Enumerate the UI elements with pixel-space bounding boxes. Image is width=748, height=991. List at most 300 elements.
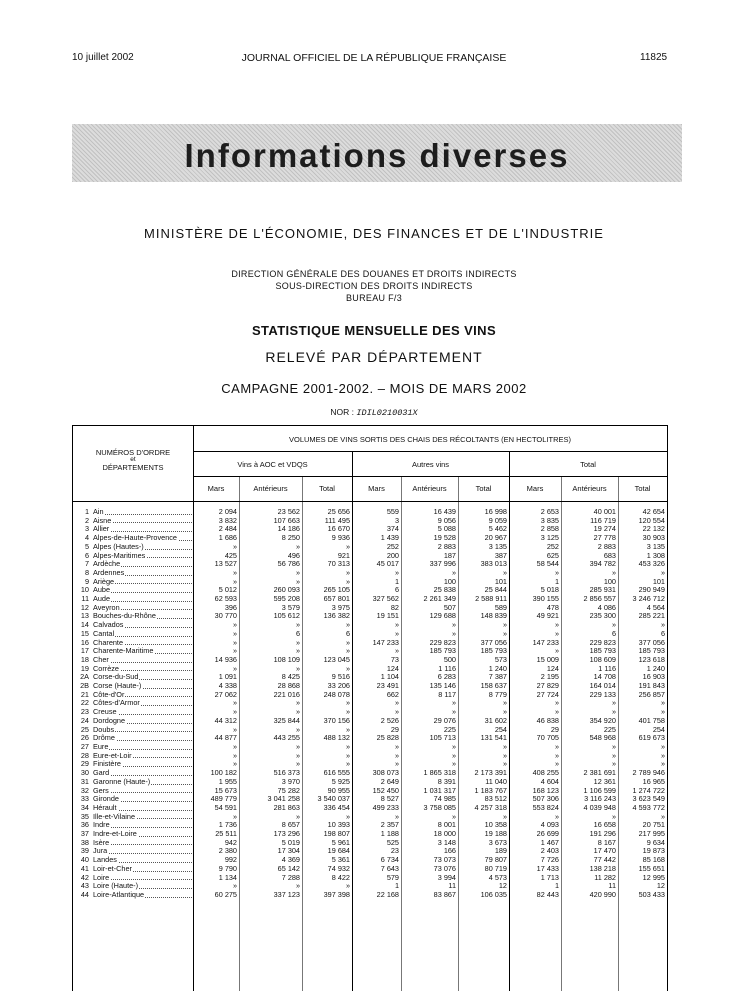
volume-cell: 6 <box>295 629 300 638</box>
volume-cell: 290 949 <box>638 586 665 595</box>
volume-cell: 123 045 <box>323 655 350 664</box>
volume-cell: 252 <box>546 542 559 551</box>
volume-cell: 4 086 <box>597 603 616 612</box>
department-number: 41 <box>80 864 89 873</box>
volume-cell: 3 246 712 <box>632 595 665 604</box>
volume-cell: 17 304 <box>277 847 300 856</box>
table-row <box>73 586 668 595</box>
volume-cell: 1 240 <box>488 664 507 673</box>
department-name: Aveyron <box>93 603 120 612</box>
department-name: Isère <box>93 838 110 847</box>
volume-cell: 265 105 <box>323 586 350 595</box>
volume-cell: 5 018 <box>540 586 559 595</box>
volume-cell: » <box>295 638 300 647</box>
volume-cell: » <box>232 699 237 708</box>
volume-cell: 370 156 <box>323 716 350 725</box>
volume-cell: 221 016 <box>273 690 300 699</box>
volume-cell: 496 <box>287 551 300 560</box>
table-row <box>73 813 668 822</box>
department-name: Drôme <box>93 734 115 743</box>
volume-cell: 20 751 <box>642 821 665 830</box>
volume-cell: 8 167 <box>597 838 616 847</box>
volume-cell: 579 <box>386 873 399 882</box>
volume-cell: » <box>660 568 665 577</box>
document-subtitle: RELEVÉ PAR DÉPARTEMENT <box>265 349 483 365</box>
volume-cell: 2 653 <box>540 508 559 516</box>
volume-cell: » <box>611 568 616 577</box>
volume-cell: 1 <box>394 577 399 586</box>
volume-cell: 8 117 <box>438 690 456 699</box>
department-name: Loire-Atlantique <box>93 890 145 899</box>
department-rows <box>73 508 668 900</box>
department-number: 11 <box>81 595 89 604</box>
department-name-cell <box>93 569 194 578</box>
volume-cell: » <box>554 760 559 769</box>
volume-cell: » <box>451 708 456 717</box>
volume-cell: 58 544 <box>536 560 559 569</box>
volume-cell: 101 <box>652 577 665 586</box>
volume-cell: 4 564 <box>646 603 665 612</box>
volume-cell: 8 391 <box>437 777 456 786</box>
volume-cell: 148 839 <box>480 612 507 621</box>
department-name-cell <box>93 726 194 735</box>
department-name: Alpes (Hautes-) <box>93 542 144 551</box>
volume-cell: 595 208 <box>273 595 300 604</box>
volume-cell: 7 643 <box>380 864 399 873</box>
department-name: Ardennes <box>93 568 125 577</box>
header-journal: JOURNAL OFFICIEL DE LA RÉPUBLIQUE FRANÇAISE <box>241 52 507 64</box>
volume-cell: » <box>502 812 507 821</box>
volume-cell: 185 793 <box>638 647 665 656</box>
volume-cell: 100 <box>603 577 616 586</box>
department-name-cell <box>93 760 194 769</box>
volume-cell: 2 357 <box>380 821 399 830</box>
table-row <box>73 891 668 900</box>
department-name: Creuse <box>93 708 117 717</box>
volume-cell: 4 573 <box>488 873 507 882</box>
volume-cell: 3 994 <box>437 873 456 882</box>
volume-cell: 8 779 <box>488 690 507 699</box>
volume-cell: 15 009 <box>536 655 559 664</box>
volume-cell: » <box>554 629 559 638</box>
volume-cell: » <box>502 760 507 769</box>
volume-cell: 27 829 <box>536 682 559 691</box>
volume-cell: » <box>295 725 300 734</box>
volume-cell: 1 736 <box>218 821 237 830</box>
col-header-mars: Mars <box>526 484 544 493</box>
department-name: Landes <box>93 856 117 865</box>
volume-cell: 107 663 <box>273 516 300 525</box>
department-name: Charente-Maritime <box>93 647 154 656</box>
volume-cell: 108 609 <box>589 655 616 664</box>
volume-cell: 14 186 <box>277 525 300 534</box>
volume-cell: 3 540 037 <box>317 795 350 804</box>
table-row <box>73 639 668 648</box>
volume-cell: 82 443 <box>536 890 559 899</box>
department-number: 24 <box>80 716 89 725</box>
volume-cell: 73 <box>390 655 399 664</box>
volume-cell: 13 527 <box>214 560 237 569</box>
department-name-cell <box>93 560 194 569</box>
volume-cell: 8 425 <box>281 673 300 682</box>
table-row <box>73 691 668 700</box>
volume-cell: » <box>502 621 507 630</box>
volume-cell: 256 857 <box>638 690 665 699</box>
table-row <box>73 804 668 813</box>
volume-cell: 19 528 <box>433 534 456 543</box>
volume-cell: » <box>232 812 237 821</box>
volume-cell: 83 867 <box>433 890 456 899</box>
volume-cell: 1 031 317 <box>423 786 456 795</box>
department-name-cell <box>93 804 194 813</box>
table-row <box>73 517 668 526</box>
volume-cell: 1 <box>394 882 399 891</box>
volume-cell: 229 133 <box>589 690 616 699</box>
volume-cell: » <box>554 708 559 717</box>
volume-cell: 6 734 <box>380 856 399 865</box>
department-name: Alpes-de-Haute-Provence <box>93 534 177 543</box>
volume-cell: 100 182 <box>210 769 237 778</box>
department-name-cell <box>93 656 194 665</box>
volume-cell: 129 688 <box>429 612 456 621</box>
department-name-cell <box>93 882 194 891</box>
department-name: Corse-du-Sud <box>93 673 139 682</box>
department-number: 43 <box>80 882 89 891</box>
volume-cell: 401 758 <box>638 716 665 725</box>
table-row <box>73 595 668 604</box>
department-name-cell <box>93 734 194 743</box>
volume-cell: » <box>232 760 237 769</box>
volume-cell: » <box>295 751 300 760</box>
document-title: STATISTIQUE MENSUELLE DES VINS <box>251 323 497 338</box>
volume-cell: 11 282 <box>594 873 616 882</box>
volume-cell: 1 134 <box>218 873 237 882</box>
department-number: 1 <box>84 508 89 516</box>
department-number: 19 <box>80 664 89 673</box>
col-header-anterieurs: Antérieurs <box>253 484 288 493</box>
volume-cell: 217 995 <box>638 830 665 839</box>
volume-cell: 191 843 <box>638 682 665 691</box>
volume-cell: 1 439 <box>380 534 399 543</box>
volume-cell: 337 123 <box>273 890 300 899</box>
table-row <box>73 525 668 534</box>
department-name-cell <box>93 813 194 822</box>
department-name-cell <box>93 717 194 726</box>
volume-cell: 46 838 <box>536 716 559 725</box>
table-row <box>73 552 668 561</box>
volume-cell: 420 990 <box>589 890 616 899</box>
volume-cell: 75 282 <box>277 786 300 795</box>
volume-cell: 2 403 <box>540 847 559 856</box>
volume-cell: 453 326 <box>638 560 665 569</box>
volume-cell: 10 393 <box>327 821 350 830</box>
department-name: Côtes-d'Armor <box>93 699 140 708</box>
volume-cell: » <box>345 699 350 708</box>
volume-cell: 19 873 <box>642 847 665 856</box>
volume-cell: 9 059 <box>488 516 507 525</box>
volume-cell: 1 686 <box>218 534 237 543</box>
volume-cell: » <box>451 742 456 751</box>
department-number: 2A <box>80 673 89 682</box>
table-row <box>73 830 668 839</box>
volume-cell: 500 <box>443 655 456 664</box>
section-banner <box>72 124 682 182</box>
department-name: Aude <box>93 595 111 604</box>
volume-cell: » <box>232 577 237 586</box>
volume-cell: 65 142 <box>277 864 300 873</box>
volume-cell: 1 <box>554 882 559 891</box>
department-number: 26 <box>80 734 89 743</box>
department-number: 7 <box>84 560 89 569</box>
department-name: Gers <box>93 786 109 795</box>
volume-cell: 124 <box>386 664 399 673</box>
volume-cell: » <box>295 542 300 551</box>
volume-cell: 6 <box>345 629 350 638</box>
department-name-cell <box>93 552 194 561</box>
volume-cell: 173 296 <box>273 830 300 839</box>
volume-cell: 516 373 <box>273 769 300 778</box>
table-row <box>73 769 668 778</box>
department-name: Indre-et-Loire <box>93 830 137 839</box>
volume-cell: » <box>295 621 300 630</box>
col-header-mars: Mars <box>368 484 385 493</box>
volume-cell: 425 <box>224 551 237 560</box>
volume-cell: 116 719 <box>590 516 616 525</box>
department-number: 22 <box>80 699 89 708</box>
department-number: 33 <box>80 795 89 804</box>
volume-cell: 2 526 <box>380 716 399 725</box>
volume-cell: 16 439 <box>433 508 456 516</box>
department-number: 2B <box>80 682 89 691</box>
department-name: Ille-et-Vilaine <box>93 812 136 821</box>
department-name: Calvados <box>93 621 124 630</box>
department-number: 15 <box>80 629 89 638</box>
table-row <box>73 752 668 761</box>
volume-cell: 85 168 <box>642 856 665 865</box>
department-name: Cher <box>93 655 109 664</box>
volume-cell: 185 793 <box>480 647 507 656</box>
volume-cell: 488 132 <box>323 734 350 743</box>
volume-cell: 8 250 <box>281 534 300 543</box>
volume-cell: 229 823 <box>589 638 616 647</box>
table-row <box>73 865 668 874</box>
volume-cell: 4 604 <box>540 777 559 786</box>
campaign-line: CAMPAGNE 2001-2002. – MOIS DE MARS 2002 <box>221 381 527 396</box>
volume-cell: 2 588 911 <box>475 595 507 604</box>
volume-cell: 74 932 <box>327 864 350 873</box>
volume-cell: » <box>611 751 616 760</box>
volume-cell: 308 073 <box>372 769 399 778</box>
volume-cell: » <box>295 577 300 586</box>
table-row <box>73 560 668 569</box>
volume-cell: » <box>394 699 399 708</box>
volume-cell: 17 433 <box>536 864 559 873</box>
volume-cell: 394 782 <box>589 560 616 569</box>
volume-cell: 12 <box>656 882 665 891</box>
volume-cell: 507 306 <box>532 795 559 804</box>
department-number: 28 <box>80 751 89 760</box>
department-name: Aisne <box>93 516 112 525</box>
volume-cell: » <box>554 812 559 821</box>
table-row <box>73 839 668 848</box>
volume-cell: 4 039 948 <box>583 803 616 812</box>
volume-cell: » <box>345 568 350 577</box>
volume-cell: 23 491 <box>376 682 399 691</box>
volume-cell: 5 088 <box>437 525 456 534</box>
volume-cell: 235 300 <box>589 612 616 621</box>
department-number: 36 <box>80 821 89 830</box>
volume-cell: 4 093 <box>540 821 559 830</box>
volume-cell: » <box>660 812 665 821</box>
volume-cell: 4 593 772 <box>632 803 665 812</box>
volume-cell: 16 998 <box>484 508 507 516</box>
volume-cell: » <box>502 751 507 760</box>
volume-cell: 1 116 <box>438 664 456 673</box>
department-number: 39 <box>80 847 89 856</box>
volume-cell: 942 <box>224 838 237 847</box>
ministry-title: MINISTÈRE DE L'ÉCONOMIE, DES FINANCES ET DE L'INDUSTRIE <box>144 226 604 241</box>
volume-cell: 2 858 <box>540 525 559 534</box>
volume-cell: 9 516 <box>331 673 350 682</box>
department-name-cell <box>93 517 194 526</box>
department-name: Cantal <box>93 629 115 638</box>
volume-cell: 45 017 <box>376 560 399 569</box>
volume-cell: 4 338 <box>218 682 237 691</box>
department-name-cell <box>93 787 194 796</box>
volume-cell: 327 562 <box>372 595 399 604</box>
volume-cell: » <box>502 742 507 751</box>
volume-cell: 377 056 <box>638 638 665 647</box>
department-name-cell <box>93 778 194 787</box>
volume-cell: 120 554 <box>638 516 665 525</box>
volume-cell: 29 <box>390 725 399 734</box>
header-page-number: 11825 <box>640 52 668 63</box>
department-name-cell <box>93 708 194 717</box>
volume-cell: » <box>502 699 507 708</box>
volume-cell: » <box>394 742 399 751</box>
volume-cell: 503 433 <box>638 890 665 899</box>
department-name: Hérault <box>93 803 117 812</box>
volume-cell: » <box>502 629 507 638</box>
volume-cell: 2 173 391 <box>474 769 507 778</box>
volume-cell: 281 863 <box>273 803 300 812</box>
department-number: 27 <box>80 742 89 751</box>
volume-cell: » <box>394 647 399 656</box>
volume-cell: 625 <box>546 551 559 560</box>
volume-cell: 443 255 <box>273 734 300 743</box>
volume-cell: » <box>345 621 350 630</box>
volume-cell: 28 868 <box>277 682 300 691</box>
table-row <box>73 630 668 639</box>
department-number: 21 <box>80 690 89 699</box>
header-date: 10 juillet 2002 <box>72 52 134 63</box>
table-row <box>73 604 668 613</box>
volume-cell: 387 <box>494 551 507 560</box>
volume-cell: 2 380 <box>218 847 237 856</box>
volume-cell: 25 511 <box>215 830 237 839</box>
department-number: 2 <box>84 516 89 525</box>
volume-cell: » <box>451 760 456 769</box>
volume-cell: 374 <box>386 525 399 534</box>
volume-cell: 5 925 <box>331 777 350 786</box>
volume-cell: 16 658 <box>593 821 616 830</box>
volume-cell: 105 713 <box>429 734 456 743</box>
volume-cell: 56 786 <box>277 560 300 569</box>
department-name: Doubs <box>93 725 115 734</box>
col-header-anterieurs: Antérieurs <box>412 484 447 493</box>
volume-cell: 22 132 <box>642 525 665 534</box>
volume-cell: 11 <box>448 882 456 891</box>
table-row <box>73 682 668 691</box>
volume-cell: 33 206 <box>327 682 350 691</box>
volume-cell: 573 <box>494 655 507 664</box>
department-name: Gard <box>93 769 110 778</box>
volume-cell: 229 823 <box>429 638 456 647</box>
volume-cell: » <box>502 708 507 717</box>
volume-cell: » <box>345 742 350 751</box>
volume-cell: 2 484 <box>218 525 237 534</box>
volume-cell: 377 056 <box>480 638 507 647</box>
department-name: Corrèze <box>93 664 119 673</box>
volume-cell: 16 965 <box>642 777 665 786</box>
volume-cell: » <box>345 577 350 586</box>
table-row <box>73 821 668 830</box>
department-name-cell <box>93 595 194 604</box>
table-row <box>73 543 668 552</box>
department-name-cell <box>93 604 194 613</box>
volume-cell: 40 001 <box>593 508 616 516</box>
volume-cell: » <box>394 751 399 760</box>
group-header-total: Total <box>580 460 596 469</box>
volume-cell: 9 634 <box>646 838 665 847</box>
volume-cell: 3 <box>394 516 399 525</box>
volume-cell: 12 <box>498 882 507 891</box>
volume-cell: » <box>611 760 616 769</box>
department-name-cell <box>93 821 194 830</box>
volume-cell: 185 793 <box>429 647 456 656</box>
volume-cell: 3 125 <box>540 534 559 543</box>
volume-cell: 2 883 <box>597 542 616 551</box>
volume-cell: 10 358 <box>484 821 507 830</box>
volume-cell: 31 602 <box>484 716 507 725</box>
volume-cell: 4 369 <box>281 856 300 865</box>
volume-cell: 4 257 318 <box>474 803 507 812</box>
volume-cell: 26 699 <box>536 830 559 839</box>
department-name: Allier <box>93 525 110 534</box>
table-row <box>73 882 668 891</box>
department-number: 8 <box>84 568 89 577</box>
department-number: 10 <box>80 586 89 595</box>
volume-cell: 29 076 <box>433 716 456 725</box>
volume-cell: 15 673 <box>214 786 237 795</box>
volume-cell: 3 970 <box>281 777 300 786</box>
department-name-cell <box>93 839 194 848</box>
volume-cell: 336 454 <box>323 803 350 812</box>
volume-cell: » <box>394 621 399 630</box>
department-name-cell <box>93 673 194 682</box>
volume-cell: » <box>554 568 559 577</box>
volume-cell: 19 274 <box>593 525 616 534</box>
volume-cell: 1 308 <box>646 551 665 560</box>
volume-cell: 548 968 <box>589 734 616 743</box>
volume-cell: 187 <box>443 551 456 560</box>
table-row <box>73 717 668 726</box>
volume-cell: » <box>451 568 456 577</box>
volume-cell: 2 649 <box>380 777 399 786</box>
department-number: 9 <box>84 577 89 586</box>
volume-cell: » <box>232 882 237 891</box>
volume-cell: 3 116 243 <box>584 795 616 804</box>
